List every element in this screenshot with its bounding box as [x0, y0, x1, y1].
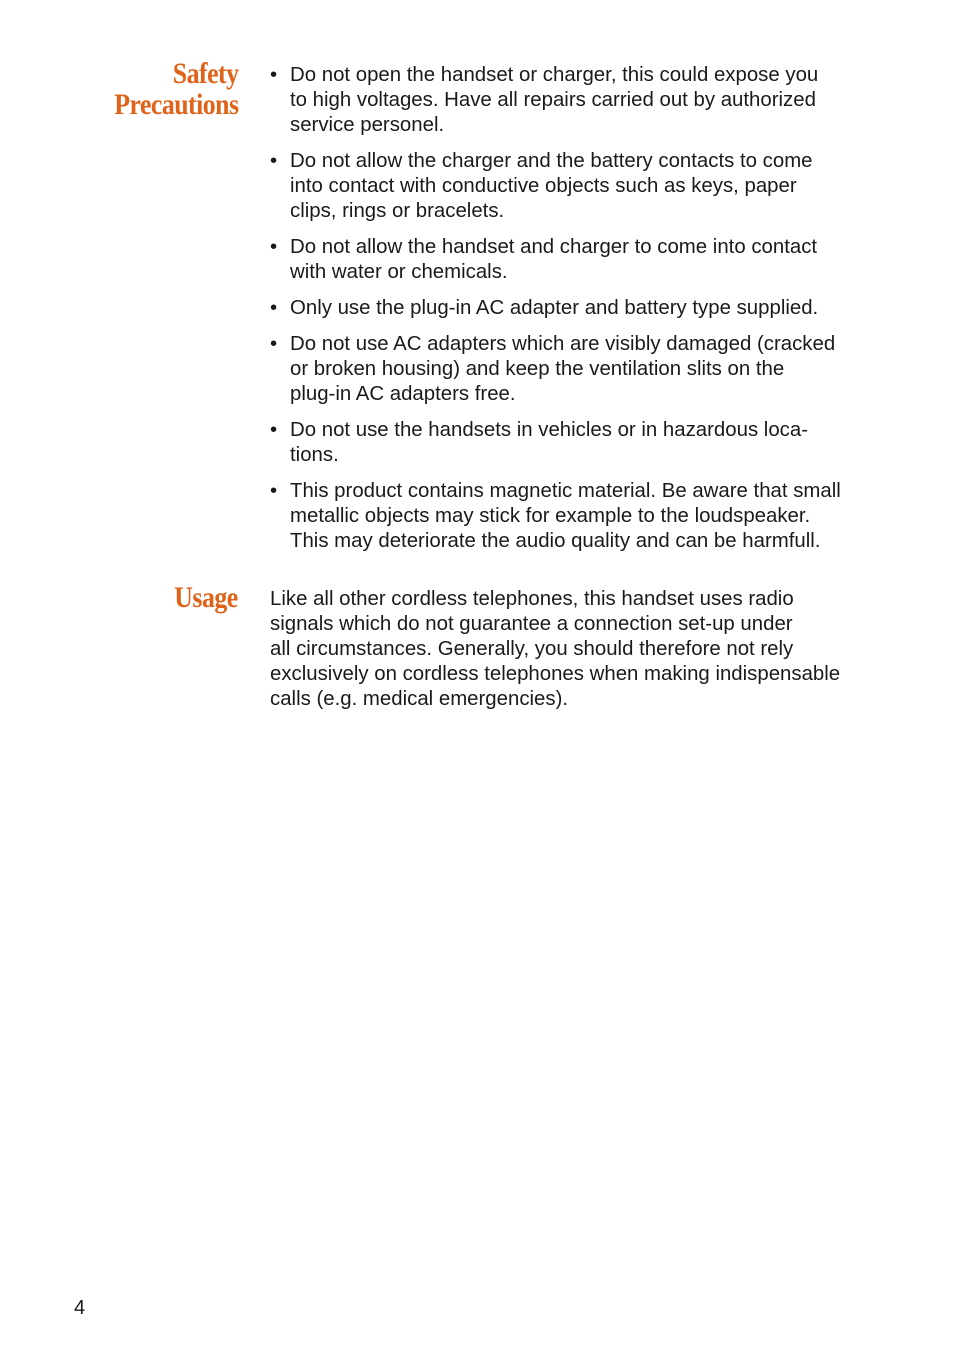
bullet-icon: •	[270, 236, 278, 258]
list-item	[270, 63, 885, 138]
bullet-icon: •	[270, 480, 278, 502]
list-item-line: into contact with conductive objects such as keys, paper	[290, 175, 797, 197]
safety-heading-line1: Safety	[172, 57, 238, 90]
list-item	[270, 418, 885, 468]
usage-line: exclusively on cordless telephones when making indispensable	[270, 663, 841, 685]
list-item-line: Do not allow the handset and charger to come into contact	[290, 236, 818, 258]
list-item-line: plug-in AC adapters free.	[290, 383, 516, 405]
usage-paragraph	[270, 587, 890, 712]
page-number: 4	[74, 1297, 86, 1319]
list-item-line: Only use the plug-in AC adapter and battery type supplied.	[290, 297, 819, 319]
list-item-line: This product contains magnetic material. Be aware that small	[290, 480, 841, 502]
list-item	[270, 332, 885, 407]
list-item	[270, 296, 885, 321]
bullet-icon: •	[270, 64, 278, 86]
list-item-line: This may deteriorate the audio quality and can be harmfull.	[290, 530, 821, 552]
usage-line: calls (e.g. medical emergencies).	[270, 688, 569, 710]
bullet-icon: •	[270, 150, 278, 172]
usage-line: Like all other cordless telephones, this handset uses radio	[270, 588, 794, 610]
list-item-line: Do not use AC adapters which are visibly damaged (cracked	[290, 333, 836, 355]
list-item-line: metallic objects may stick for example to the loudspeaker.	[290, 505, 811, 527]
usage-heading: Usage	[174, 581, 238, 614]
list-item-line: with water or chemicals.	[290, 261, 508, 283]
list-item-line: service personel.	[290, 114, 445, 136]
list-item-line: to high voltages. Have all repairs carried out by authorized	[290, 89, 816, 111]
list-item-line: Do not use the handsets in vehicles or in hazardous loca-	[290, 419, 808, 441]
list-item-line: Do not allow the charger and the battery contacts to come	[290, 150, 813, 172]
list-item	[270, 235, 885, 285]
safety-precautions-list	[270, 63, 885, 565]
list-item	[270, 149, 885, 224]
list-item	[270, 479, 885, 554]
list-item-line: clips, rings or bracelets.	[290, 200, 505, 222]
list-item-line: Do not open the handset or charger, this could expose you	[290, 64, 819, 86]
bullet-icon: •	[270, 419, 278, 441]
bullet-icon: •	[270, 297, 278, 319]
list-item-line: tions.	[290, 444, 339, 466]
bullet-icon: •	[270, 333, 278, 355]
list-item-line: or broken housing) and keep the ventilation slits on the	[290, 358, 785, 380]
safety-heading-line2: Precautions	[113, 88, 238, 121]
safety-precautions-heading	[114, 58, 238, 120]
usage-line: signals which do not guarantee a connection set-up under	[270, 613, 793, 635]
usage-line: all circumstances. Generally, you should therefore not rely	[270, 638, 794, 660]
